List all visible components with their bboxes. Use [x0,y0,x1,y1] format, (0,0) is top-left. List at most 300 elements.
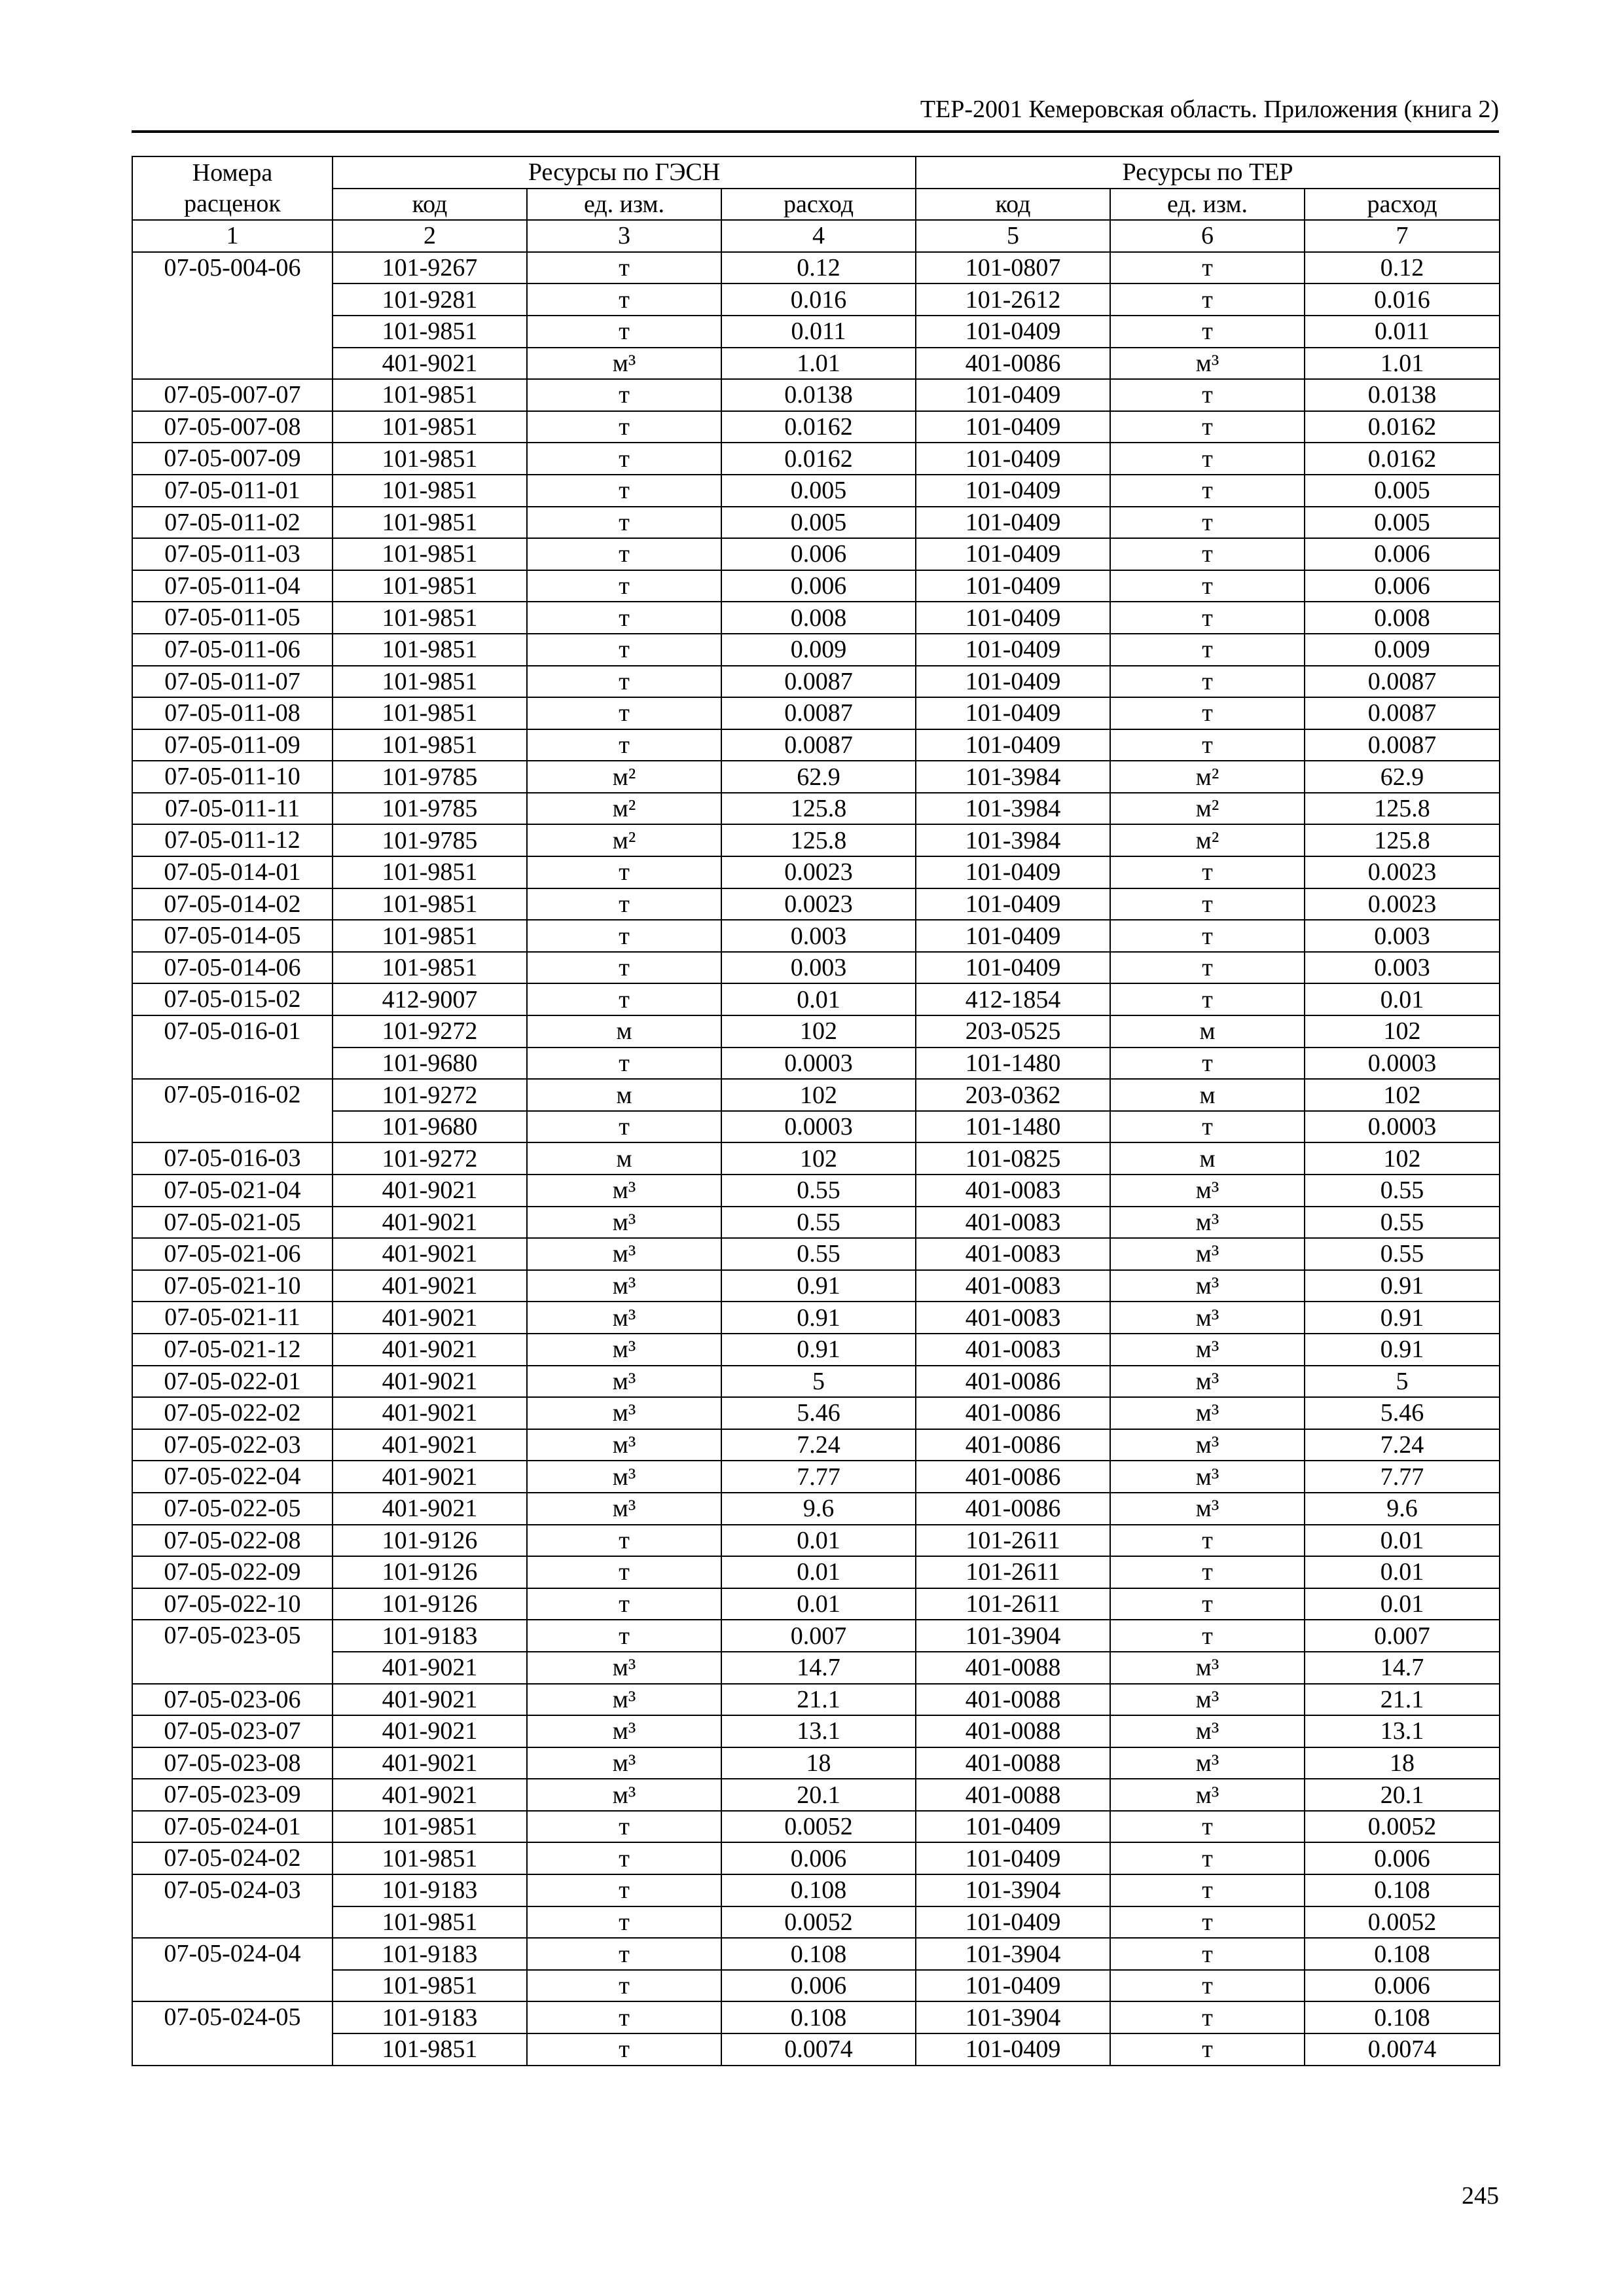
gesn-unit-cell: т [527,443,721,475]
ter-unit-cell: т [1110,316,1305,348]
gesn-consumption-cell: 62.9 [721,761,916,793]
gesn-unit-cell: т [527,1906,721,1939]
ter-code-cell: 101-3904 [916,1874,1110,1906]
gesn-unit-cell: т [527,1525,721,1557]
gesn-code-cell: 101-9851 [333,379,527,411]
ter-code-cell: 101-3904 [916,1938,1110,1970]
gesn-code-cell: 101-9272 [333,1142,527,1175]
rate-number-cell: 07-05-011-04 [132,570,333,602]
gesn-consumption-cell: 13.1 [721,1715,916,1747]
ter-consumption-cell: 0.0023 [1305,888,1500,920]
ter-consumption-cell: 0.006 [1305,570,1500,602]
gesn-code-cell: 101-9281 [333,283,527,316]
gesn-unit-cell: м³ [527,1397,721,1429]
gesn-consumption-cell: 0.006 [721,570,916,602]
table-row [132,1556,1500,1588]
gesn-code-cell: 401-9021 [333,1175,527,1207]
gesn-code-cell: 101-9851 [333,2033,527,2066]
ter-consumption-cell: 0.0074 [1305,2033,1500,2066]
ter-unit-cell: м³ [1110,1302,1305,1334]
gesn-unit-cell: т [527,1111,721,1143]
rate-number-cell: 07-05-022-02 [132,1397,333,1429]
table-row [132,1842,1500,1874]
gesn-code-cell: 101-9851 [333,1970,527,2002]
table-row [132,1175,1500,1207]
ter-unit-cell: м³ [1110,1747,1305,1779]
gesn-unit-cell: т [527,1048,721,1080]
gesn-unit-cell: т [527,729,721,761]
rate-number-cell: 07-05-014-06 [132,952,333,984]
table-row [132,1779,1500,1811]
table-row [132,443,1500,475]
ter-code-cell: 101-0409 [916,475,1110,507]
ter-consumption-cell: 0.011 [1305,316,1500,348]
rate-number-cell: 07-05-023-06 [132,1684,333,1716]
gesn-code-cell: 401-9021 [333,1684,527,1716]
table-row [132,1015,1500,1048]
ter-code-cell: 401-0086 [916,348,1110,380]
table-row [132,1429,1500,1461]
ter-code-cell: 101-3984 [916,761,1110,793]
gesn-code-cell: 101-9851 [333,1842,527,1874]
rate-number-cell: 07-05-014-01 [132,856,333,888]
gesn-consumption-cell: 9.6 [721,1493,916,1525]
ter-consumption-cell: 0.0052 [1305,1906,1500,1939]
gesn-code-cell: 101-9126 [333,1525,527,1557]
ter-unit-cell: т [1110,1811,1305,1843]
ter-consumption-cell: 102 [1305,1142,1500,1175]
gesn-unit-cell: м [527,1015,721,1048]
rate-number-cell: 07-05-007-08 [132,411,333,443]
gesn-unit-cell: т [527,1970,721,2002]
rate-number-cell: 07-05-024-02 [132,1842,333,1874]
gesn-unit-cell: м³ [527,1366,721,1398]
header-gesn-unit: ед. изм. [527,189,721,221]
ter-unit-cell: м³ [1110,1429,1305,1461]
ter-unit-cell: т [1110,1906,1305,1939]
gesn-unit-cell: т [527,316,721,348]
column-number: 7 [1305,220,1500,252]
ter-unit-cell: т [1110,1970,1305,2002]
gesn-unit-cell: т [527,1588,721,1620]
table-row [132,1588,1500,1620]
table-row [132,824,1500,856]
gesn-consumption-cell: 0.0162 [721,411,916,443]
gesn-unit-cell: т [527,920,721,952]
gesn-consumption-cell: 7.24 [721,1429,916,1461]
ter-code-cell: 401-0086 [916,1461,1110,1493]
ter-consumption-cell: 0.0087 [1305,697,1500,729]
table-row [132,1715,1500,1747]
gesn-code-cell: 101-9851 [333,411,527,443]
gesn-code-cell: 101-9851 [333,856,527,888]
gesn-unit-cell: м³ [527,1334,721,1366]
ter-code-cell: 101-3984 [916,793,1110,825]
table-row [132,1874,1500,1906]
table-row [132,538,1500,570]
table-row [132,411,1500,443]
ter-code-cell: 101-0409 [916,2033,1110,2066]
rate-number-cell: 07-05-023-07 [132,1715,333,1747]
gesn-code-cell: 401-9021 [333,1302,527,1334]
gesn-code-cell: 401-9021 [333,1207,527,1239]
gesn-code-cell: 101-9183 [333,1874,527,1906]
gesn-consumption-cell: 0.108 [721,1874,916,1906]
gesn-consumption-cell: 0.0003 [721,1111,916,1143]
ter-unit-cell: т [1110,1620,1305,1652]
ter-unit-cell: т [1110,1842,1305,1874]
ter-consumption-cell: 0.0087 [1305,666,1500,698]
gesn-unit-cell: м² [527,824,721,856]
ter-consumption-cell: 0.91 [1305,1270,1500,1302]
gesn-consumption-cell: 0.0052 [721,1811,916,1843]
rate-number-cell: 07-05-011-03 [132,538,333,570]
header-row-numbers [132,220,1500,252]
ter-code-cell: 101-3904 [916,2001,1110,2033]
ter-consumption-cell: 0.0003 [1305,1111,1500,1143]
header-gesn-code: код [333,189,527,221]
ter-consumption-cell: 0.003 [1305,920,1500,952]
ter-consumption-cell: 0.55 [1305,1238,1500,1270]
gesn-code-cell: 401-9021 [333,1270,527,1302]
gesn-code-cell: 101-9785 [333,761,527,793]
header-rate-numbers: Номера [132,156,333,189]
ter-code-cell: 101-0409 [916,602,1110,634]
gesn-code-cell: 101-9851 [333,507,527,539]
column-number: 5 [916,220,1110,252]
ter-consumption-cell: 0.01 [1305,1556,1500,1588]
ter-unit-cell: т [1110,1874,1305,1906]
ter-consumption-cell: 0.003 [1305,952,1500,984]
gesn-consumption-cell: 0.016 [721,283,916,316]
ter-code-cell: 101-0409 [916,1811,1110,1843]
ter-code-cell: 203-0525 [916,1015,1110,1048]
column-number: 6 [1110,220,1305,252]
gesn-consumption-cell: 125.8 [721,824,916,856]
ter-code-cell: 101-0409 [916,1970,1110,2002]
table-row [132,1302,1500,1334]
gesn-code-cell: 401-9021 [333,1652,527,1684]
ter-code-cell: 401-0088 [916,1747,1110,1779]
table-row [132,1906,1500,1939]
ter-consumption-cell: 0.55 [1305,1207,1500,1239]
gesn-consumption-cell: 0.005 [721,475,916,507]
ter-code-cell: 101-0409 [916,411,1110,443]
table-row [132,475,1500,507]
rate-number-cell [132,1048,333,1080]
gesn-unit-cell: т [527,252,721,284]
rate-number-cell: 07-05-022-04 [132,1461,333,1493]
rate-number-cell: 07-05-011-02 [132,507,333,539]
ter-consumption-cell: 0.008 [1305,602,1500,634]
table-row [132,793,1500,825]
gesn-consumption-cell: 0.91 [721,1334,916,1366]
gesn-consumption-cell: 0.91 [721,1270,916,1302]
gesn-code-cell: 101-9851 [333,634,527,666]
ter-code-cell: 101-0409 [916,570,1110,602]
ter-consumption-cell: 21.1 [1305,1684,1500,1716]
rate-number-cell: 07-05-024-01 [132,1811,333,1843]
table-row [132,1366,1500,1398]
gesn-code-cell: 401-9021 [333,1366,527,1398]
table-row [132,1970,1500,2002]
gesn-consumption-cell: 125.8 [721,793,916,825]
gesn-unit-cell: т [527,952,721,984]
ter-unit-cell: т [1110,1525,1305,1557]
ter-consumption-cell: 0.55 [1305,1175,1500,1207]
rate-number-cell: 07-05-022-09 [132,1556,333,1588]
gesn-code-cell: 412-9007 [333,983,527,1015]
rate-number-cell [132,2033,333,2066]
ter-consumption-cell: 1.01 [1305,348,1500,380]
gesn-code-cell: 101-9680 [333,1048,527,1080]
ter-consumption-cell: 0.0003 [1305,1048,1500,1080]
gesn-code-cell: 401-9021 [333,1238,527,1270]
gesn-consumption-cell: 5.46 [721,1397,916,1429]
gesn-consumption-cell: 0.108 [721,1938,916,1970]
gesn-code-cell: 101-9272 [333,1079,527,1111]
ter-unit-cell: т [1110,507,1305,539]
ter-code-cell: 401-0086 [916,1366,1110,1398]
ter-unit-cell: т [1110,729,1305,761]
gesn-code-cell: 101-9851 [333,1906,527,1939]
ter-unit-cell: м³ [1110,1715,1305,1747]
table-row [132,252,1500,284]
ter-unit-cell: т [1110,443,1305,475]
gesn-consumption-cell: 21.1 [721,1684,916,1716]
ter-code-cell: 401-0086 [916,1429,1110,1461]
ter-consumption-cell: 5.46 [1305,1397,1500,1429]
ter-code-cell: 101-0409 [916,888,1110,920]
gesn-consumption-cell: 0.006 [721,538,916,570]
gesn-code-cell: 401-9021 [333,348,527,380]
ter-consumption-cell: 0.01 [1305,983,1500,1015]
ter-code-cell: 401-0083 [916,1238,1110,1270]
gesn-code-cell: 101-9851 [333,570,527,602]
ter-consumption-cell: 0.0162 [1305,411,1500,443]
ter-consumption-cell: 0.91 [1305,1334,1500,1366]
gesn-code-cell: 401-9021 [333,1429,527,1461]
header-gesn-consumption: расход [721,189,916,221]
gesn-consumption-cell: 0.108 [721,2001,916,2033]
ter-consumption-cell: 0.108 [1305,1874,1500,1906]
table-row [132,888,1500,920]
rate-number-cell: 07-05-024-03 [132,1874,333,1906]
gesn-consumption-cell: 0.006 [721,1970,916,2002]
table-row [132,1811,1500,1843]
gesn-consumption-cell: 102 [721,1015,916,1048]
rate-number-cell: 07-05-011-09 [132,729,333,761]
gesn-consumption-cell: 0.0138 [721,379,916,411]
ter-code-cell: 401-0083 [916,1270,1110,1302]
rate-number-cell: 07-05-023-08 [132,1747,333,1779]
ter-unit-cell: т [1110,697,1305,729]
table-row [132,348,1500,380]
table-row [132,729,1500,761]
gesn-unit-cell: т [527,1842,721,1874]
table-row [132,1238,1500,1270]
gesn-consumption-cell: 0.0074 [721,2033,916,2066]
ter-code-cell: 101-1480 [916,1048,1110,1080]
gesn-unit-cell: т [527,507,721,539]
ter-consumption-cell: 125.8 [1305,793,1500,825]
header-ter-consumption: расход [1305,189,1500,221]
gesn-code-cell: 101-9851 [333,888,527,920]
gesn-unit-cell: м³ [527,1175,721,1207]
table-row [132,1048,1500,1080]
gesn-consumption-cell: 0.008 [721,602,916,634]
gesn-consumption-cell: 0.12 [721,252,916,284]
table-row [132,1142,1500,1175]
ter-unit-cell: м³ [1110,1397,1305,1429]
document-title: ТЕР-2001 Кемеровская область. Приложения (книга 2) [920,96,1499,123]
rate-number-cell: 07-05-021-04 [132,1175,333,1207]
rate-number-cell: 07-05-022-01 [132,1366,333,1398]
ter-code-cell: 101-3984 [916,824,1110,856]
table-row [132,379,1500,411]
gesn-unit-cell: т [527,379,721,411]
gesn-unit-cell: т [527,1874,721,1906]
gesn-consumption-cell: 0.55 [721,1175,916,1207]
gesn-unit-cell: т [527,283,721,316]
ter-code-cell: 401-0088 [916,1779,1110,1811]
table-row [132,1652,1500,1684]
ter-consumption-cell: 102 [1305,1015,1500,1048]
table-row [132,1270,1500,1302]
gesn-consumption-cell: 0.01 [721,1525,916,1557]
rate-number-cell: 07-05-011-10 [132,761,333,793]
gesn-unit-cell: м [527,1079,721,1111]
gesn-code-cell: 401-9021 [333,1493,527,1525]
ter-consumption-cell: 18 [1305,1747,1500,1779]
ter-code-cell: 101-0409 [916,1906,1110,1939]
table-row [132,1493,1500,1525]
ter-code-cell: 401-0083 [916,1175,1110,1207]
ter-code-cell: 401-0083 [916,1302,1110,1334]
table-row [132,952,1500,984]
rate-number-cell: 07-05-021-06 [132,1238,333,1270]
ter-consumption-cell: 0.016 [1305,283,1500,316]
rate-number-cell: 07-05-022-10 [132,1588,333,1620]
rate-number-cell [132,1652,333,1684]
ter-code-cell: 401-0086 [916,1397,1110,1429]
ter-unit-cell: т [1110,475,1305,507]
rate-number-cell: 07-05-011-12 [132,824,333,856]
rate-number-cell: 07-05-007-09 [132,443,333,475]
ter-consumption-cell: 0.0162 [1305,443,1500,475]
rate-number-cell: 07-05-021-10 [132,1270,333,1302]
ter-code-cell: 101-0409 [916,697,1110,729]
ter-unit-cell: м³ [1110,1207,1305,1239]
gesn-code-cell: 401-9021 [333,1334,527,1366]
ter-unit-cell: т [1110,920,1305,952]
ter-code-cell: 401-0088 [916,1715,1110,1747]
ter-unit-cell: м³ [1110,1270,1305,1302]
rate-number-cell: 07-05-022-05 [132,1493,333,1525]
ter-code-cell: 401-0083 [916,1334,1110,1366]
ter-consumption-cell: 0.01 [1305,1588,1500,1620]
gesn-consumption-cell: 0.006 [721,1842,916,1874]
ter-code-cell: 101-2611 [916,1588,1110,1620]
ter-unit-cell: м³ [1110,1461,1305,1493]
gesn-unit-cell: м³ [527,1238,721,1270]
gesn-code-cell: 101-9851 [333,443,527,475]
rate-number-cell: 07-05-021-05 [132,1207,333,1239]
gesn-unit-cell: м³ [527,348,721,380]
gesn-consumption-cell: 102 [721,1079,916,1111]
rate-number-cell: 07-05-016-01 [132,1015,333,1048]
gesn-code-cell: 101-9183 [333,2001,527,2033]
table-row [132,1111,1500,1143]
gesn-unit-cell: т [527,570,721,602]
gesn-code-cell: 101-9851 [333,538,527,570]
ter-code-cell: 101-0409 [916,507,1110,539]
rate-number-cell: 07-05-015-02 [132,983,333,1015]
resources-table [132,156,1500,2066]
gesn-unit-cell: м³ [527,1715,721,1747]
ter-unit-cell: т [1110,570,1305,602]
gesn-consumption-cell: 0.0087 [721,666,916,698]
ter-unit-cell: т [1110,1556,1305,1588]
ter-unit-cell: м [1110,1142,1305,1175]
gesn-consumption-cell: 0.007 [721,1620,916,1652]
ter-consumption-cell: 0.005 [1305,507,1500,539]
gesn-consumption-cell: 0.01 [721,983,916,1015]
ter-consumption-cell: 0.0023 [1305,856,1500,888]
gesn-code-cell: 401-9021 [333,1715,527,1747]
header-ter-resources: Ресурсы по ТЕР [916,156,1500,189]
ter-consumption-cell: 7.24 [1305,1429,1500,1461]
gesn-unit-cell: м³ [527,1461,721,1493]
header-ter-unit: ед. изм. [1110,189,1305,221]
gesn-code-cell: 401-9021 [333,1779,527,1811]
rate-number-cell: 07-05-024-04 [132,1938,333,1970]
gesn-code-cell: 401-9021 [333,1397,527,1429]
rate-number-cell: 07-05-022-08 [132,1525,333,1557]
gesn-code-cell: 101-9272 [333,1015,527,1048]
ter-code-cell: 101-0807 [916,252,1110,284]
gesn-unit-cell: т [527,2001,721,2033]
gesn-unit-cell: т [527,697,721,729]
rate-number-cell: 07-05-021-11 [132,1302,333,1334]
gesn-code-cell: 101-9126 [333,1588,527,1620]
gesn-consumption-cell: 0.55 [721,1207,916,1239]
ter-consumption-cell: 0.01 [1305,1525,1500,1557]
gesn-code-cell: 101-9851 [333,952,527,984]
ter-unit-cell: т [1110,1048,1305,1080]
ter-code-cell: 101-2612 [916,283,1110,316]
ter-code-cell: 101-0409 [916,1842,1110,1874]
table-row [132,1334,1500,1366]
gesn-code-cell: 401-9021 [333,1461,527,1493]
ter-unit-cell: м³ [1110,1238,1305,1270]
table-row [132,2001,1500,2033]
ter-unit-cell: т [1110,252,1305,284]
ter-code-cell: 101-2611 [916,1556,1110,1588]
gesn-consumption-cell: 0.011 [721,316,916,348]
gesn-unit-cell: т [527,538,721,570]
gesn-code-cell: 101-9680 [333,1111,527,1143]
gesn-code-cell: 101-9785 [333,824,527,856]
ter-consumption-cell: 0.108 [1305,2001,1500,2033]
ter-code-cell: 101-0409 [916,316,1110,348]
ter-consumption-cell: 0.0052 [1305,1811,1500,1843]
gesn-code-cell: 401-9021 [333,1747,527,1779]
rate-number-cell: 07-05-011-01 [132,475,333,507]
rate-number-cell: 07-05-023-05 [132,1620,333,1652]
ter-consumption-cell: 0.0087 [1305,729,1500,761]
ter-code-cell: 412-1854 [916,983,1110,1015]
